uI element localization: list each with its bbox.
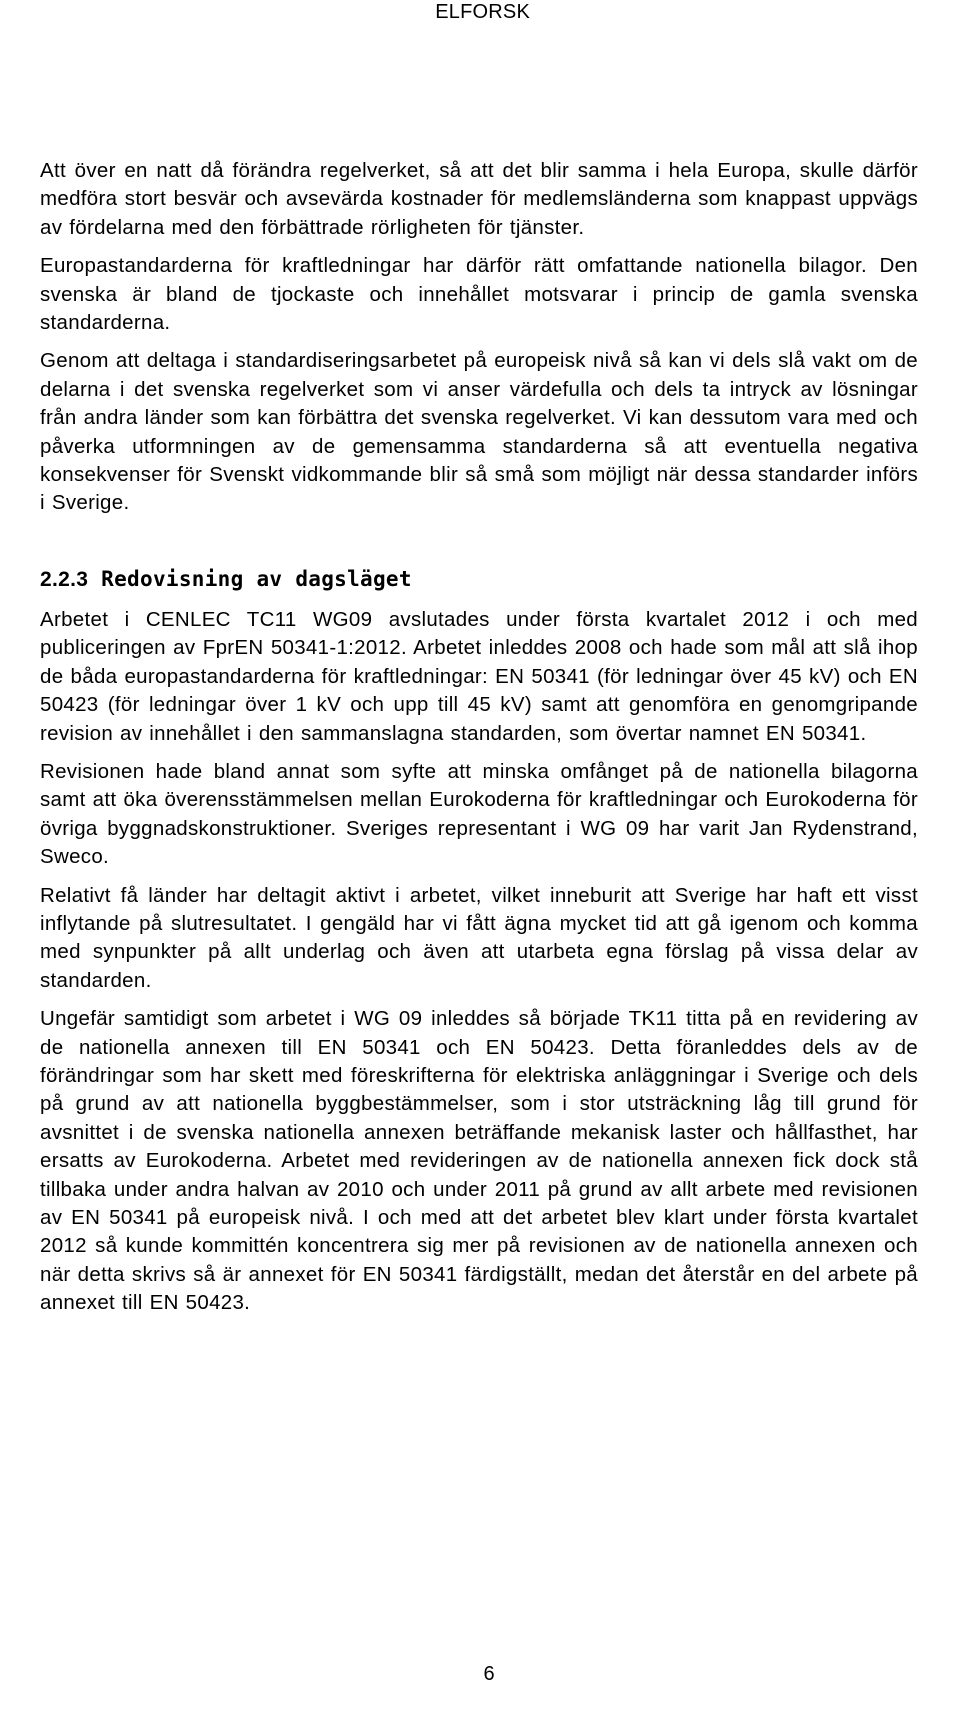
body-paragraph: Att över en natt då förändra regelverket, så att det blir samma i hela Europa, skulle därför medföra stort besvär och avsevärda kostnader för medlemsländerna som knappast uppvägs av fördelarna med den förbättrade rörligheten för tjänster.	[40, 159, 918, 239]
section-heading	[40, 565, 918, 594]
body-paragraph: Ungefär samtidigt som arbetet i WG 09 inleddes så började TK11 titta på en revidering av de nationella annexen till EN 50341 och EN 50423. Detta föranleddes dels av de förändringar som har skett med föreskrifterna för elektriska anläggningar i Sverige och dels på grund av att nationella byggbestämmelser, som i stor utsträckning låg till grund för avsnittet i de svenska nationella annexen beträffande mekanisk laster och hållfasthet, har ersatts av Eurokoderna. Arbetet med revideringen av de nationella annexen fick dock stå tillbaka under andra halvan av 2010 och under 2011 på grund av allt arbete med revisionen av EN 50341 på europeisk nivå. I och med att det arbetet blev klart under första kvartalet 2012 så kunde kommittén koncentrera sig mer på revisionen av de nationella annexen och när detta skrivs så är annexet för EN 50341 färdigställt, medan det återstår en del arbete på annexet till EN 50423.	[40, 1007, 918, 1315]
page-header-label: ELFORSK	[435, 1, 530, 23]
page-number: 6	[483, 1663, 495, 1685]
body-paragraph: Revisionen hade bland annat som syfte att minska omfånget på de nationella bilagorna samt att öka överensstämmelsen mellan Eurokoderna för kraftledningar och Eurokoderna för övriga byggnadskonstruktioner. Sveriges representant i WG 09 har varit Jan Rydenstrand, Sweco.	[40, 759, 918, 869]
section-number: 2.2.3	[40, 567, 89, 591]
body-paragraph: Europastandarderna för kraftledningar har därför rätt omfattande nationella bilagor. Den svenska är bland de tjockaste och innehållet motsvarar i princip de gamla svenska standarderna.	[40, 254, 918, 335]
body-paragraph: Arbetet i CENLEC TC11 WG09 avslutades under första kvartalet 2012 i och med publiceringen av FprEN 50341-1:2012. Arbetet inleddes 2008 och hade som mål att slå ihop de båda europastandarderna för kraftledningar: EN 50341 (för ledningar över 45 kV) och EN 50423 (för ledningar över 1 kV och upp till 45 kV) samt att genomföra en genomgripande revision av innehållet i den sammanslagna standarden, som övertar namnet EN 50341.	[40, 607, 918, 745]
body-paragraph: Relativt få länder har deltagit aktivt i arbetet, vilket inneburit att Sverige har haft ett visst inflytande på slutresultatet. I gengäld har vi fått ägna mycket tid att gå igenom och komma med synpunkter på allt underlag och även att utarbeta egna förslag på vissa delar av standarden.	[40, 883, 918, 992]
body-paragraph: Genom att deltaga i standardiseringsarbetet på europeisk nivå så kan vi dels slå vakt om de delarna i det svenska regelverket som vi anser värdefulla och dels ta intryck av lösningar från andra länder som kan förbättra det svenska regelverket. Vi kan dessutom vara med och påverka utformningen av de gemensamma standarderna så att eventuella negativa konsekvenser för Svenskt vidkommande blir så små som möjligt när dessa standarder införs i Sverige.	[40, 349, 918, 515]
document-body	[40, 157, 918, 1318]
section-title: Redovisning av dagsläget	[101, 566, 412, 591]
